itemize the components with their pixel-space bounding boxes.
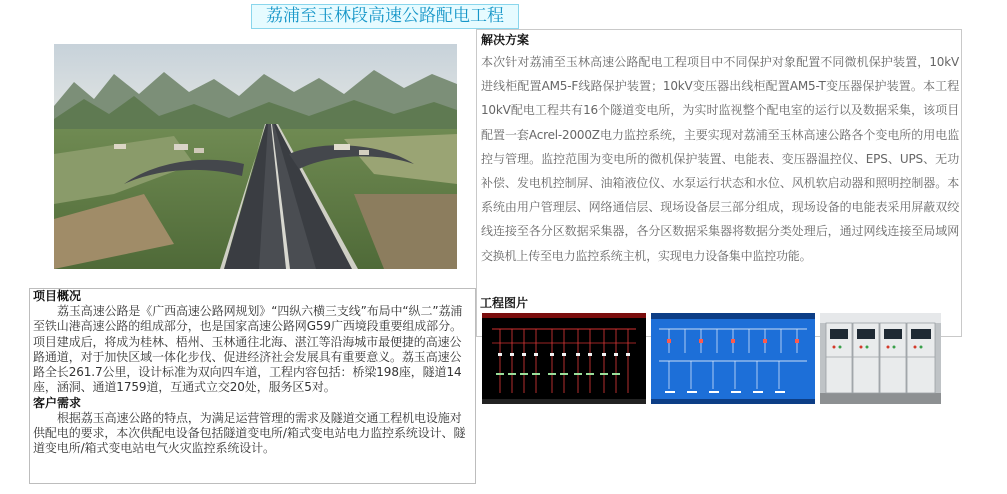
overview-text-block — [30, 304, 475, 396]
monitoring-screen-photo-1 — [482, 313, 646, 404]
needs-text: 根据荔玉高速公路的特点，为满足运营管理的需求及隧道交通工程机电设施对供配电的要求，本次供配电设备包括隧道变电所/箱式变电站电力监控系统设计、隧道变电所/箱式变电站电气火灾监控系统设计。 — [33, 410, 466, 456]
page-title: 荔浦至玉林段高速公路配电工程 — [251, 4, 519, 29]
project-overview-panel — [29, 288, 476, 484]
highway-photo — [54, 44, 457, 269]
monitoring-screen-photo-2 — [651, 313, 815, 404]
needs-heading: 客户需求 — [33, 395, 82, 410]
solution-panel — [476, 29, 962, 337]
overview-text: 荔玉高速公路是《广西高速公路网规划》“四纵六横三支线”布局中“纵二”荔浦至铁山港高速公路的组成部分，也是国家高速公路网G59广西境段重要组成部分。项目建成后，将成为桂林、梧州、玉林通往北海、湛江等沿海城市最便捷的高速公路通道，对于加快区域一体化步伐、促进经济社会发展具有重要意义。荔玉高速公路全长261.7公里，设计标准为双向四车道，工程内容包括：桥梁198座，隧道14座，涵洞、通道1759道，互通式立交20处，服务区5对。 — [33, 304, 463, 395]
switchgear-cabinet-photo — [820, 313, 941, 404]
needs-text-block — [30, 411, 475, 457]
solution-text: 本次针对荔浦至玉林高速公路配电工程项目中不同保护对象配置不同微机保护装置，10kV进线柜配置AM5-F线路保护装置；10kV变压器出线柜配置AM5-T变压器保护装置。本工程10kV配电工程共有16个隧道变电所，为实时监视整个配电室的运行以及数据采集，该项目配置一套Acrel-2000Z电力监控系统，主要实现对荔浦至玉林高速公路各个变电所的用电监控与管理。监控范围为变电所的微机保护装置、电能表、变压器温控仪、EPS、UPS、无功补偿、发电机控制屏、油箱液位仪、水泵运行状态和水位、风机软启动器和照明控制器。本系统由用户管理层、网络通信层、现场设备层三部分组成，现场设备的电能表采用屏蔽双绞线连接至各分区数据采集器，各分区数据采集器将数据分类处理后，通过网线连接至局域网交换机上传至电力监控系统主机，实现电力设备集中监控功能。 — [481, 55, 959, 263]
solution-heading: 解决方案 — [481, 33, 530, 47]
overview-heading: 项目概况 — [33, 289, 82, 303]
project-photos-heading: 工程图片 — [480, 294, 532, 311]
